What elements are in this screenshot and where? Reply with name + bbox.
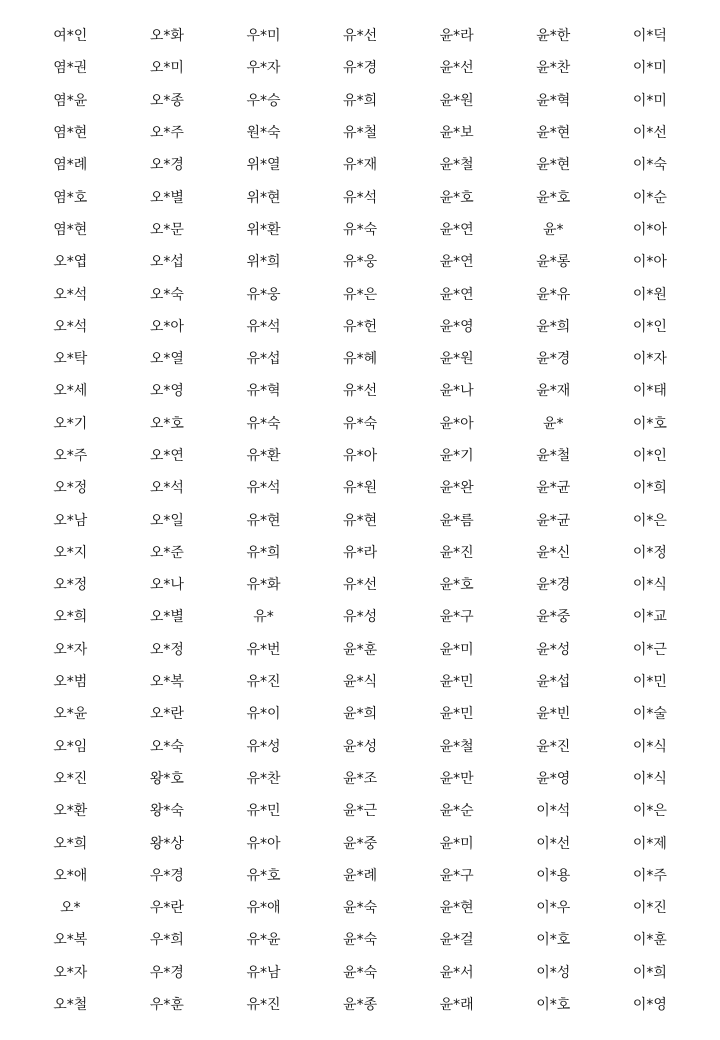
name-entry: 우*란 [149, 900, 184, 917]
name-entry: 오*정 [149, 641, 184, 658]
name-entry: 이*식 [632, 738, 667, 755]
name-entry: 유*진 [246, 997, 281, 1014]
name-entry: 염*호 [53, 189, 88, 206]
name-entry: 오*석 [53, 318, 88, 335]
name-entry: 오*기 [53, 415, 88, 432]
name-entry: 유*석 [246, 318, 281, 335]
name-entry: 우*미 [246, 28, 281, 45]
name-entry: 이*호 [632, 415, 667, 432]
name-entry: 유*석 [246, 480, 281, 497]
name-row [22, 117, 698, 149]
name-entry: 윤*선 [439, 60, 474, 77]
name-entry: 윤*성 [536, 641, 571, 658]
name-entry: 오*종 [149, 92, 184, 109]
name-entry: 이*미 [632, 60, 667, 77]
name-entry: 우*경 [149, 964, 184, 981]
name-entry: 오*임 [53, 738, 88, 755]
name-entry: 윤*미 [439, 835, 474, 852]
name-entry: 윤*만 [439, 770, 474, 787]
name-entry: 윤*호 [439, 189, 474, 206]
name-entry: 우*승 [246, 92, 281, 109]
name-entry: 이*선 [632, 125, 667, 142]
name-entry: 유*경 [343, 60, 378, 77]
name-entry: 유*남 [246, 964, 281, 981]
name-row [22, 569, 698, 601]
name-entry: 윤*신 [536, 544, 571, 561]
name-entry: 오*남 [53, 512, 88, 529]
name-entry: 윤*라 [439, 28, 474, 45]
name-entry: 오*지 [53, 544, 88, 561]
name-entry: 윤*현 [536, 125, 571, 142]
name-entry: 윤*숙 [343, 964, 378, 981]
name-entry: 우*경 [149, 867, 184, 884]
name-entry: 윤*민 [439, 674, 474, 691]
name-entry: 윤* [543, 415, 564, 432]
name-row [22, 181, 698, 213]
name-entry: 오*엽 [53, 254, 88, 271]
name-entry: 오*진 [53, 770, 88, 787]
name-entry: 윤*영 [536, 770, 571, 787]
name-entry: 유*번 [246, 641, 281, 658]
name-entry: 윤*경 [536, 577, 571, 594]
name-entry: 유*환 [246, 448, 281, 464]
name-row [22, 472, 698, 504]
name-entry: 이*진 [632, 900, 667, 917]
name-entry: 원*숙 [246, 125, 281, 142]
name-row [22, 504, 698, 536]
name-entry: 위*열 [246, 157, 281, 174]
name-entry: 이*덕 [632, 28, 667, 45]
name-row [22, 924, 698, 956]
name-entry: 윤*구 [439, 867, 474, 884]
name-entry: 오*범 [53, 674, 88, 691]
name-row [22, 537, 698, 569]
name-entry: 유*진 [246, 674, 281, 691]
name-entry: 유*숙 [246, 415, 281, 432]
name-entry: 윤*민 [439, 706, 474, 723]
name-entry: 오*문 [149, 221, 184, 238]
name-entry: 왕*상 [149, 835, 184, 852]
name-entry: 이*인 [632, 318, 667, 335]
name-entry: 우*훈 [149, 997, 184, 1014]
name-entry: 오*정 [53, 577, 88, 594]
name-row [22, 343, 698, 375]
name-entry: 오*세 [53, 383, 88, 400]
name-entry: 오*자 [53, 964, 88, 981]
name-entry: 오*주 [53, 448, 88, 464]
name-entry: 오*섭 [149, 254, 184, 271]
name-entry: 윤*철 [439, 157, 474, 174]
name-entry: 윤*나 [439, 383, 474, 400]
name-entry: 이*술 [632, 706, 667, 723]
name-entry: 유*현 [343, 512, 378, 529]
name-entry: 오*복 [149, 674, 184, 691]
name-entry: 이*미 [632, 92, 667, 109]
name-entry: 유*찬 [246, 770, 281, 787]
name-entry: 이*훈 [632, 932, 667, 949]
name-entry: 윤*호 [536, 189, 571, 206]
name-entry: 이*정 [632, 544, 667, 561]
name-entry: 이*우 [536, 900, 571, 917]
name-entry: 이*식 [632, 577, 667, 594]
name-entry: 유*헌 [343, 318, 378, 335]
name-entry: 오*희 [53, 609, 88, 626]
name-entry: 오*복 [53, 932, 88, 949]
name-entry: 오*호 [149, 415, 184, 432]
name-entry: 윤*종 [343, 997, 378, 1014]
name-entry: 윤*유 [536, 286, 571, 303]
name-entry: 윤*식 [343, 674, 378, 691]
name-entry: 이*태 [632, 383, 667, 400]
name-entry: 오*아 [149, 318, 184, 335]
name-entry: 윤*희 [343, 706, 378, 723]
name-row [22, 795, 698, 827]
name-entry: 염*현 [53, 221, 88, 238]
name-entry: 유*혁 [246, 383, 281, 400]
name-entry: 윤*혁 [536, 92, 571, 109]
name-entry: 유*선 [343, 383, 378, 400]
name-row [22, 989, 698, 1021]
name-entry: 유*섭 [246, 351, 281, 368]
name-entry: 윤*순 [439, 803, 474, 820]
name-entry: 윤*철 [536, 448, 571, 464]
name-entry: 오*환 [53, 803, 88, 820]
name-entry: 왕*호 [149, 770, 184, 787]
name-row [22, 52, 698, 84]
name-entry: 유*현 [246, 512, 281, 529]
name-entry: 유*철 [343, 125, 378, 142]
name-entry: 유*윤 [246, 932, 281, 949]
name-entry: 오*연 [149, 448, 184, 464]
name-entry: 오*준 [149, 544, 184, 561]
name-entry: 오*탁 [53, 351, 88, 368]
name-row [22, 408, 698, 440]
name-row [22, 763, 698, 795]
name-entry: 윤*숙 [343, 932, 378, 949]
name-entry: 윤*구 [439, 609, 474, 626]
name-entry: 오*희 [53, 835, 88, 852]
name-entry: 윤*연 [439, 254, 474, 271]
name-row [22, 246, 698, 278]
name-entry: 윤*한 [536, 28, 571, 45]
name-entry: 윤*아 [439, 415, 474, 432]
name-entry: 오*영 [149, 383, 184, 400]
name-entry: 염*윤 [53, 92, 88, 109]
name-entry: 오*정 [53, 480, 88, 497]
name-entry: 이*교 [632, 609, 667, 626]
name-entry: 오*경 [149, 157, 184, 174]
name-entry: 윤*연 [439, 286, 474, 303]
name-entry: 유*아 [343, 448, 378, 464]
name-entry: 유*희 [246, 544, 281, 561]
name-entry: 왕*숙 [149, 803, 184, 820]
name-entry: 여*인 [53, 28, 88, 45]
name-row [22, 892, 698, 924]
name-row [22, 214, 698, 246]
name-entry: 유*화 [246, 577, 281, 594]
name-entry: 오*숙 [149, 738, 184, 755]
name-entry: 윤*현 [439, 900, 474, 917]
name-entry: 윤*중 [343, 835, 378, 852]
name-entry: 오*란 [149, 706, 184, 723]
name-row [22, 860, 698, 892]
name-entry: 염*례 [53, 157, 88, 174]
name-row [22, 601, 698, 633]
name-entry: 윤*원 [439, 92, 474, 109]
name-entry: 이*원 [632, 286, 667, 303]
name-entry: 윤*서 [439, 964, 474, 981]
name-entry: 오*나 [149, 577, 184, 594]
name-entry: 유*애 [246, 900, 281, 917]
name-entry: 유*이 [246, 706, 281, 723]
name-row [22, 827, 698, 859]
name-entry: 유*호 [246, 867, 281, 884]
name-entry: 윤*현 [536, 157, 571, 174]
name-entry: 유*은 [343, 286, 378, 303]
name-row [22, 698, 698, 730]
name-row [22, 957, 698, 989]
name-row [22, 278, 698, 310]
name-entry: 이*선 [536, 835, 571, 852]
name-row [22, 731, 698, 763]
name-entry: 이*석 [536, 803, 571, 820]
name-entry: 이*희 [632, 964, 667, 981]
name-entry: 이*제 [632, 835, 667, 852]
name-entry: 이*숙 [632, 157, 667, 174]
name-entry: 위*현 [246, 189, 281, 206]
name-entry: 윤*희 [536, 318, 571, 335]
name-entry: 오*미 [149, 60, 184, 77]
name-entry: 이*희 [632, 480, 667, 497]
name-entry: 오*주 [149, 125, 184, 142]
name-entry: 유*숙 [343, 415, 378, 432]
name-entry: 유*선 [343, 28, 378, 45]
name-entry: 윤*빈 [536, 706, 571, 723]
name-entry: 윤*래 [439, 997, 474, 1014]
name-entry: 윤*완 [439, 480, 474, 497]
name-row [22, 375, 698, 407]
name-entry: 이*영 [632, 997, 667, 1014]
name-row [22, 311, 698, 343]
name-entry: 유*라 [343, 544, 378, 561]
name-entry: 윤*균 [536, 512, 571, 529]
name-entry: 이*호 [536, 997, 571, 1014]
name-entry: 윤*찬 [536, 60, 571, 77]
name-entry: 오*화 [149, 28, 184, 45]
name-entry: 유*웅 [246, 286, 281, 303]
name-entry: 우*희 [149, 932, 184, 949]
name-entry: 오*일 [149, 512, 184, 529]
name-entry: 오* [60, 900, 81, 917]
name-entry: 이*호 [536, 932, 571, 949]
name-entry: 윤* [543, 221, 564, 238]
name-entry: 이*은 [632, 803, 667, 820]
name-entry: 이*근 [632, 641, 667, 658]
name-entry: 유*재 [343, 157, 378, 174]
name-grid [22, 20, 698, 1021]
name-entry: 위*희 [246, 254, 281, 271]
name-entry: 유*아 [246, 835, 281, 852]
name-entry: 이*민 [632, 674, 667, 691]
name-entry: 윤*연 [439, 221, 474, 238]
name-entry: 윤*중 [536, 609, 571, 626]
name-entry: 오*윤 [53, 706, 88, 723]
name-entry: 오*석 [149, 480, 184, 497]
name-entry: 유*석 [343, 189, 378, 206]
name-entry: 윤*철 [439, 738, 474, 755]
name-entry: 오*별 [149, 189, 184, 206]
name-entry: 위*환 [246, 221, 281, 238]
name-entry: 유*원 [343, 480, 378, 497]
name-entry: 유*숙 [343, 221, 378, 238]
name-entry: 윤*보 [439, 125, 474, 142]
name-entry: 윤*기 [439, 448, 474, 464]
name-entry: 윤*재 [536, 383, 571, 400]
name-entry: 윤*진 [536, 738, 571, 755]
name-entry: 유* [253, 609, 274, 626]
name-entry: 유*성 [246, 738, 281, 755]
name-entry: 이*아 [632, 254, 667, 271]
name-entry: 윤*근 [343, 803, 378, 820]
name-entry: 이*주 [632, 867, 667, 884]
name-entry: 윤*걸 [439, 932, 474, 949]
name-entry: 윤*례 [343, 867, 378, 884]
name-entry: 윤*훈 [343, 641, 378, 658]
name-entry: 유*혜 [343, 351, 378, 368]
name-entry: 유*성 [343, 609, 378, 626]
name-entry: 유*선 [343, 577, 378, 594]
name-entry: 이*성 [536, 964, 571, 981]
name-entry: 윤*경 [536, 351, 571, 368]
name-entry: 윤*영 [439, 318, 474, 335]
name-entry: 유*웅 [343, 254, 378, 271]
name-entry: 이*인 [632, 448, 667, 464]
name-entry: 오*숙 [149, 286, 184, 303]
name-row [22, 85, 698, 117]
name-entry: 윤*섭 [536, 674, 571, 691]
name-entry: 이*아 [632, 221, 667, 238]
name-entry: 윤*성 [343, 738, 378, 755]
name-grid-body [22, 20, 698, 1021]
name-entry: 오*석 [53, 286, 88, 303]
name-entry: 윤*진 [439, 544, 474, 561]
name-entry: 이*용 [536, 867, 571, 884]
name-entry: 오*열 [149, 351, 184, 368]
name-entry: 이*순 [632, 189, 667, 206]
name-row [22, 149, 698, 181]
name-entry: 이*은 [632, 512, 667, 529]
name-entry: 윤*름 [439, 512, 474, 529]
name-row [22, 440, 698, 472]
name-entry: 우*자 [246, 60, 281, 77]
name-entry: 오*애 [53, 867, 88, 884]
name-entry: 윤*롱 [536, 254, 571, 271]
name-row [22, 666, 698, 698]
name-entry: 유*희 [343, 92, 378, 109]
name-entry: 염*현 [53, 125, 88, 142]
name-row [22, 634, 698, 666]
name-entry: 윤*균 [536, 480, 571, 497]
name-entry: 이*식 [632, 770, 667, 787]
name-entry: 윤*숙 [343, 900, 378, 917]
name-entry: 오*자 [53, 641, 88, 658]
name-entry: 윤*호 [439, 577, 474, 594]
name-entry: 유*민 [246, 803, 281, 820]
name-entry: 윤*미 [439, 641, 474, 658]
name-entry: 오*철 [53, 997, 88, 1014]
name-entry: 윤*조 [343, 770, 378, 787]
name-entry: 염*권 [53, 60, 88, 77]
name-entry: 윤*원 [439, 351, 474, 368]
name-entry: 이*자 [632, 351, 667, 368]
name-row [22, 20, 698, 52]
name-entry: 오*별 [149, 609, 184, 626]
